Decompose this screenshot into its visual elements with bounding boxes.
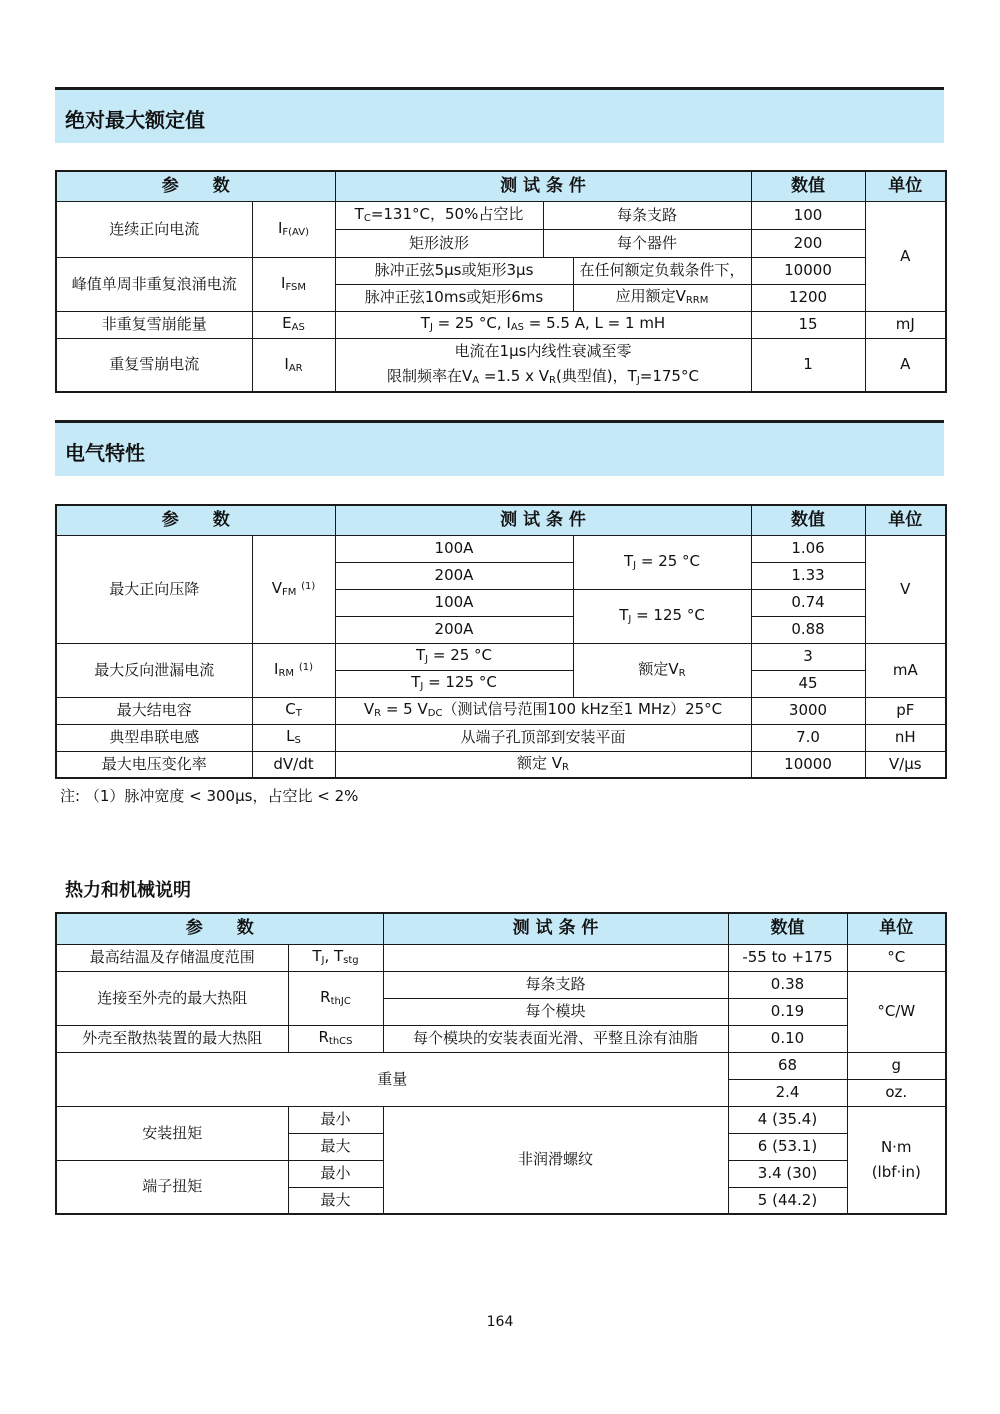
test-condition: 矩形波形 — [335, 229, 543, 257]
param-name: 非重复雪崩能量 — [56, 311, 252, 338]
section-header-abs-max — [55, 87, 944, 143]
table-row — [56, 257, 946, 284]
unit: mJ — [865, 311, 946, 338]
test-condition: $T_J = 125$ °C — [335, 670, 573, 697]
value: 1 — [751, 338, 865, 392]
section-title-thermal: 热力和机械说明 — [65, 880, 191, 901]
value: 0.38 — [728, 971, 847, 998]
value: 5 (44.2) — [728, 1187, 847, 1214]
unit: °C — [847, 944, 946, 971]
header-param: 参 数 — [56, 913, 383, 944]
value: 0.10 — [728, 1025, 847, 1052]
table-row — [56, 1052, 946, 1079]
test-condition: $T_J = 25$ °C — [573, 535, 751, 589]
value: -55 to +175 — [728, 944, 847, 971]
test-condition: 电流在1μs内线性衰减至零 限制频率在$V_A =1.5$ x $V_R$(典型值)，$T_J=175^\circ C$ — [335, 338, 751, 392]
param-name: 峰值单周非重复浪涌电流 — [56, 257, 252, 311]
unit: V — [865, 535, 946, 643]
table-row — [56, 971, 946, 998]
param-name: 最大正向压降 — [56, 535, 252, 643]
value: 200 — [751, 229, 865, 257]
unit: pF — [865, 697, 946, 724]
header-unit: 单位 — [865, 505, 946, 535]
param-name: 最大电压变化率 — [56, 751, 252, 778]
param-qualifier: 最小 — [288, 1160, 383, 1187]
table-row — [56, 944, 946, 971]
test-condition: 每个模块的安装表面光滑、平整且涂有油脂 — [383, 1025, 728, 1052]
test-condition: 200A — [335, 562, 573, 589]
table-row — [56, 697, 946, 724]
header-value: 数值 — [728, 913, 847, 944]
page-number: 164 — [486, 1314, 514, 1330]
abs-max-table — [55, 170, 947, 393]
value: 0.88 — [751, 616, 865, 643]
unit: V/μs — [865, 751, 946, 778]
param-qualifier: 最大 — [288, 1187, 383, 1214]
table-row — [56, 751, 946, 778]
param-symbol: $L_S$ — [252, 724, 335, 751]
test-condition: 100A — [335, 589, 573, 616]
header-value: 数值 — [751, 505, 865, 535]
value: 3.4 (30) — [728, 1160, 847, 1187]
param-name: 最大反向泄漏电流 — [56, 643, 252, 697]
test-condition: $T_J = 25$ °C, $I_{AS} = 5.5$ A, L = 1 mH — [335, 311, 751, 338]
test-condition: 从端子孔顶部到安装平面 — [335, 724, 751, 751]
value: 0.19 — [728, 998, 847, 1025]
param-symbol: dV/dt — [252, 751, 335, 778]
value: 1200 — [751, 284, 865, 311]
test-condition: 在任何额定负载条件下， — [573, 257, 751, 284]
value: 3 — [751, 643, 865, 670]
unit: °C/W — [847, 971, 946, 1052]
table-header-row — [56, 505, 946, 535]
param-symbol: $C_T$ — [252, 697, 335, 724]
test-condition: 额定 $V_R$ — [335, 751, 751, 778]
header-cond: 测 试 条 件 — [383, 913, 728, 944]
thermal-table — [55, 912, 947, 1215]
section-title: 绝对最大额定值 — [65, 108, 205, 132]
section-header-electrical — [55, 420, 944, 476]
test-condition: 每个器件 — [543, 229, 751, 257]
value: 1.33 — [751, 562, 865, 589]
param-name: 端子扭矩 — [56, 1160, 288, 1214]
test-condition: $T_C=131^\circ C$，50%占空比 — [335, 201, 543, 229]
value: 0.74 — [751, 589, 865, 616]
test-condition — [383, 944, 728, 971]
value: 15 — [751, 311, 865, 338]
test-condition: 100A — [335, 535, 573, 562]
param-symbol: $V_{FM}$ $^{(1)}$ — [252, 535, 335, 643]
header-unit: 单位 — [847, 913, 946, 944]
unit: mA — [865, 643, 946, 697]
unit: oz. — [847, 1079, 946, 1106]
unit: A — [865, 338, 946, 392]
test-condition: 200A — [335, 616, 573, 643]
test-condition: 脉冲正弦5μs或矩形3μs — [335, 257, 573, 284]
param-symbol: $R_{thJC}$ — [288, 971, 383, 1025]
table-row — [56, 201, 946, 229]
unit: g — [847, 1052, 946, 1079]
test-condition: 每条支路 — [383, 971, 728, 998]
table-header-row — [56, 913, 946, 944]
value: 100 — [751, 201, 865, 229]
unit: nH — [865, 724, 946, 751]
value: 45 — [751, 670, 865, 697]
value: 4 (35.4) — [728, 1106, 847, 1133]
footnote: 注: （1）脉冲宽度 < 300μs，占空比 < 2% — [60, 787, 359, 805]
test-condition: $V_R = 5$ $V_{DC}$（测试信号范围100 kHz至1 MHz）25°C — [335, 697, 751, 724]
test-condition: 每条支路 — [543, 201, 751, 229]
header-cond: 测 试 条 件 — [335, 171, 751, 201]
table-row — [56, 535, 946, 562]
table-row — [56, 1106, 946, 1133]
param-name: 最大结电容 — [56, 697, 252, 724]
param-symbol: $I_{RM}$ $^{(1)}$ — [252, 643, 335, 697]
header-param: 参 数 — [56, 171, 335, 201]
table-header-row — [56, 171, 946, 201]
param-name: 重复雪崩电流 — [56, 338, 252, 392]
test-condition: 脉冲正弦10ms或矩形6ms — [335, 284, 573, 311]
param-name: 连接至外壳的最大热阻 — [56, 971, 288, 1025]
param-name: 重量 — [56, 1052, 728, 1106]
section-title: 电气特性 — [65, 441, 145, 465]
param-symbol: $R_{thCS}$ — [288, 1025, 383, 1052]
table-row — [56, 643, 946, 670]
param-symbol: $E_{AS}$ — [252, 311, 335, 338]
test-condition: 额定$V_R$ — [573, 643, 751, 697]
header-unit: 单位 — [865, 171, 946, 201]
param-name: 典型串联电感 — [56, 724, 252, 751]
param-symbol: $I_{AR}$ — [252, 338, 335, 392]
test-condition: 每个模块 — [383, 998, 728, 1025]
param-symbol: $I_{FSM}$ — [252, 257, 335, 311]
value: 2.4 — [728, 1079, 847, 1106]
value: 68 — [728, 1052, 847, 1079]
table-row — [56, 338, 946, 392]
unit: A — [865, 201, 946, 311]
test-condition: 非润滑螺纹 — [383, 1106, 728, 1214]
param-name: 最高结温及存储温度范围 — [56, 944, 288, 971]
param-symbol: $T_J$, $T_{stg}$ — [288, 944, 383, 971]
param-symbol: $I_{F(AV)}$ — [252, 201, 335, 257]
param-name: 连续正向电流 — [56, 201, 252, 257]
unit: N·m (lbf·in) — [847, 1106, 946, 1214]
param-name: 外壳至散热装置的最大热阻 — [56, 1025, 288, 1052]
test-condition: 应用额定$V_{RRM}$ — [573, 284, 751, 311]
value: 3000 — [751, 697, 865, 724]
table-row — [56, 724, 946, 751]
param-qualifier: 最小 — [288, 1106, 383, 1133]
test-condition: $T_J = 25$ °C — [335, 643, 573, 670]
table-row — [56, 1025, 946, 1052]
test-condition: $T_J = 125$ °C — [573, 589, 751, 643]
value: 10000 — [751, 257, 865, 284]
param-qualifier: 最大 — [288, 1133, 383, 1160]
table-row — [56, 311, 946, 338]
header-value: 数值 — [751, 171, 865, 201]
electrical-table — [55, 504, 947, 779]
value: 7.0 — [751, 724, 865, 751]
value: 1.06 — [751, 535, 865, 562]
value: 6 (53.1) — [728, 1133, 847, 1160]
header-param: 参 数 — [56, 505, 335, 535]
header-cond: 测 试 条 件 — [335, 505, 751, 535]
value: 10000 — [751, 751, 865, 778]
param-name: 安装扭矩 — [56, 1106, 288, 1160]
